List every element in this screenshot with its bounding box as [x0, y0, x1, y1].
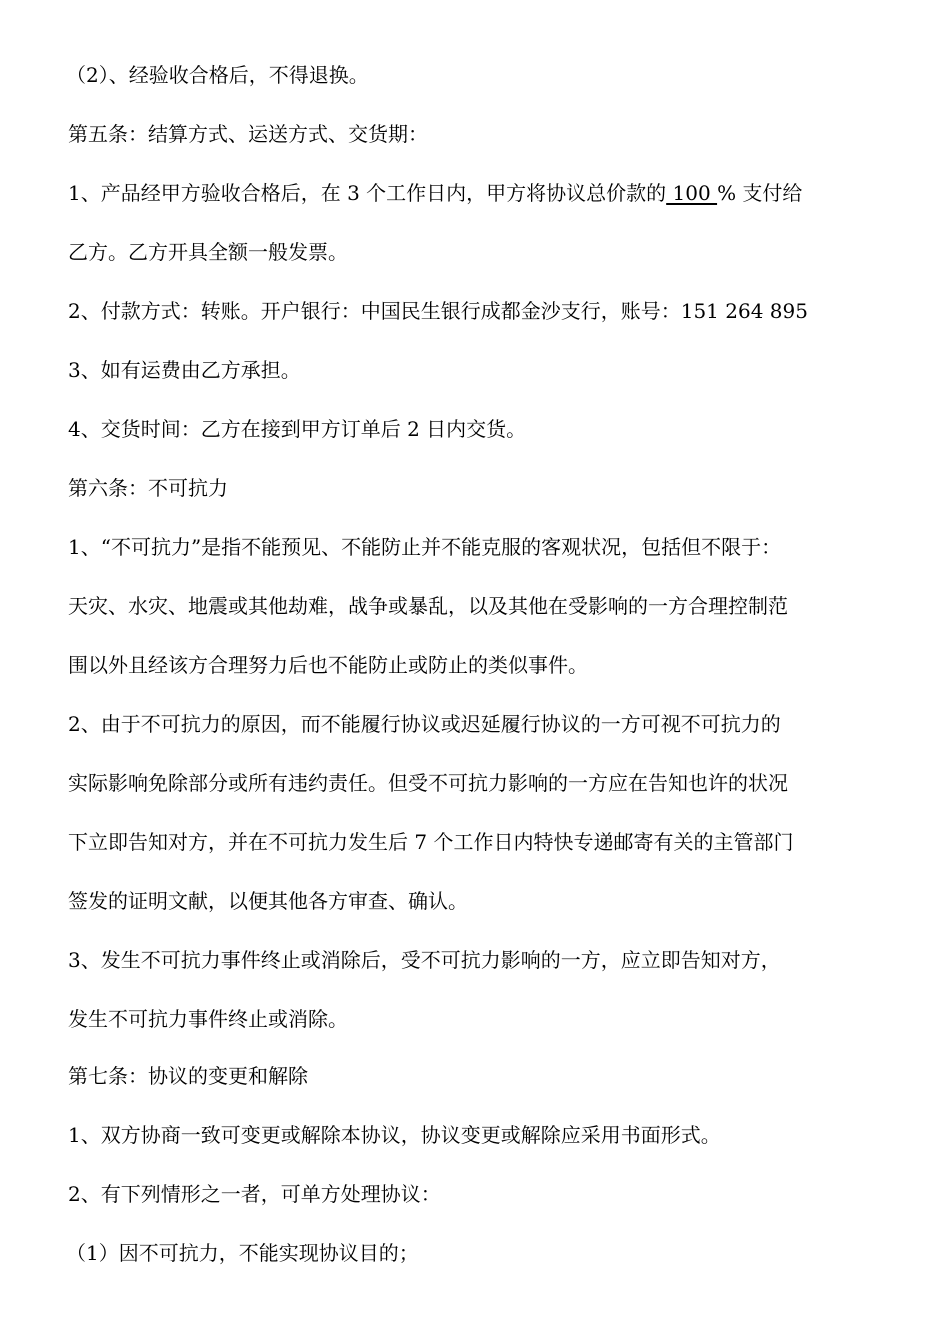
- article-7-item-1: 1、双方协商一致可变更或解除本协议，协议变更或解除应采用书面形式。: [68, 1123, 721, 1147]
- payment-percent-value: 100: [666, 181, 718, 205]
- clause-line-inspection-no-return: （2）、经验收合格后，不得退换。: [66, 63, 369, 87]
- article-7-heading: 第七条：协议的变更和解除: [68, 1064, 308, 1088]
- article-5-item-1-cont: 乙方。乙方开具全额一般发票。: [68, 240, 348, 264]
- article-5-item-4: 4、交货时间：乙方在接到甲方订单后 2 日内交货。: [68, 417, 527, 441]
- article-7-item-2-sub-1: （1）因不可抗力，不能实现协议目的；: [66, 1241, 419, 1265]
- article-5-heading: 第五条：结算方式、运送方式、交货期：: [68, 122, 428, 146]
- article-5-item-2: 2、付款方式：转账。开户银行：中国民生银行成都金沙支行，账号：151 264 895: [68, 299, 808, 323]
- article-6-item-2-cont-2: 下立即告知对方，并在不可抗力发生后 7 个工作日内特快专递邮寄有关的主管部门: [68, 830, 794, 854]
- payment-text-pre: 1、产品经甲方验收合格后，在 3 个工作日内，甲方将协议总价款的: [68, 181, 667, 205]
- article-6-item-3: 3、发生不可抗力事件终止或消除后，受不可抗力影响的一方，应立即告知对方，: [68, 948, 781, 972]
- article-6-item-3-cont: 发生不可抗力事件终止或消除。: [68, 1007, 348, 1031]
- article-6-heading: 第六条：不可抗力: [68, 476, 228, 500]
- article-6-item-1-cont-1: 天灾、水灾、地震或其他劫难，战争或暴乱，以及其他在受影响的一方合理控制范: [68, 594, 788, 618]
- article-7-item-2: 2、有下列情形之一者，可单方处理协议：: [68, 1182, 441, 1206]
- article-6-item-1: 1、“不可抗力”是指不能预见、不能防止并不能克服的客观状况，包括但不限于：: [68, 535, 782, 559]
- article-6-item-2: 2、由于不可抗力的原因，而不能履行协议或迟延履行协议的一方可视不可抗力的: [68, 712, 781, 736]
- payment-text-post: % 支付给: [717, 181, 803, 205]
- article-6-item-1-cont-2: 围以外且经该方合理努力后也不能防止或防止的类似事件。: [68, 653, 588, 677]
- article-5-item-1: [68, 180, 888, 206]
- article-5-item-3: 3、如有运费由乙方承担。: [68, 358, 301, 382]
- article-6-item-2-cont-3: 签发的证明文献，以便其他各方审查、确认。: [68, 889, 468, 913]
- article-6-item-2-cont-1: 实际影响免除部分或所有违约责任。但受不可抗力影响的一方应在告知也许的状况: [68, 771, 788, 795]
